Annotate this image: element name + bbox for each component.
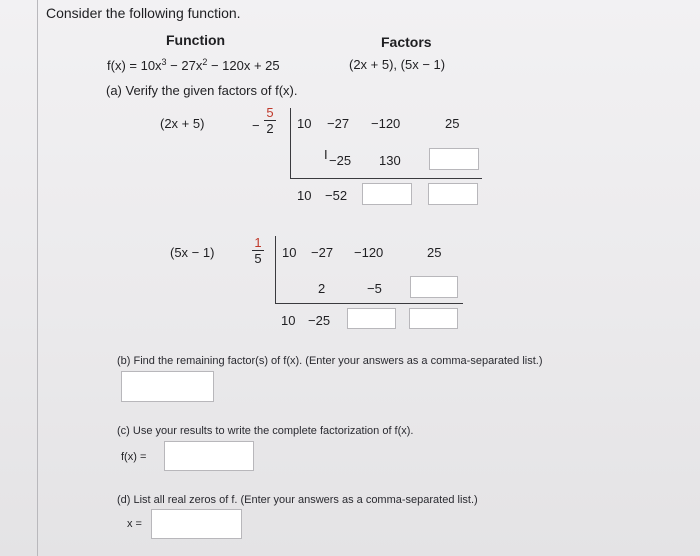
function-expr-prefix: f(x) = 10x — [107, 58, 162, 73]
div1-coef-4: 25 — [445, 116, 460, 131]
frame-border — [37, 0, 38, 556]
div2-vertical-bar — [275, 236, 276, 304]
div2-bottom-2: −25 — [308, 313, 331, 328]
div2-coef-1: 10 — [282, 245, 297, 260]
div2-row2-2: −5 — [367, 281, 382, 296]
part-d-label: (d) List all real zeros of f. (Enter your answers as a comma-separated list.) — [117, 494, 478, 506]
function-header: Function — [166, 32, 226, 48]
function-expression — [107, 57, 280, 73]
div2-root-numerator: 1 — [254, 235, 262, 250]
div1-coef-2: −27 — [327, 116, 350, 131]
div2-bottom-input-1[interactable] — [347, 308, 396, 329]
div1-vertical-bar — [290, 108, 291, 178]
div2-bottom-input-2[interactable] — [409, 308, 458, 329]
div2-row2-1: 2 — [318, 281, 326, 296]
factors-list: (2x + 5), (5x − 1) — [349, 57, 446, 72]
div2-root-denominator: 5 — [254, 251, 262, 266]
div1-root-sign: − — [252, 118, 260, 133]
div2-row2-input[interactable] — [410, 276, 458, 298]
part-a-label: (a) Verify the given factors of f(x). — [106, 83, 298, 98]
div2-coef-3: −120 — [354, 245, 384, 260]
div2-horizontal-bar — [275, 303, 463, 304]
part-c-prefix: f(x) = — [121, 451, 147, 463]
div1-bottom-1: 10 — [297, 188, 312, 203]
div1-root-fraction — [262, 106, 278, 135]
part-d-input[interactable] — [151, 509, 242, 539]
part-b-label: (b) Find the remaining factor(s) of f(x). (Enter your answers as a comma-separated list.) — [117, 355, 543, 367]
div1-bottom-input-1[interactable] — [362, 183, 412, 205]
div1-factor: (2x + 5) — [160, 116, 205, 131]
div1-bottom-input-2[interactable] — [428, 183, 478, 205]
div2-factor: (5x − 1) — [170, 245, 215, 260]
part-c-input[interactable] — [164, 441, 254, 471]
div1-row2-1: −25 — [329, 153, 352, 168]
part-d-prefix: x = — [127, 518, 142, 530]
function-expr-suffix: − 120x + 25 — [207, 58, 280, 73]
function-expr-mid: − 27x — [166, 58, 203, 73]
function-expr-exp2: 2 — [202, 57, 208, 67]
div1-row2-input[interactable] — [429, 148, 479, 170]
intro-text: Consider the following function. — [46, 5, 241, 21]
part-c-label: (c) Use your results to write the complete factorization of f(x). — [117, 425, 414, 437]
div2-coef-2: −27 — [311, 245, 334, 260]
part-b-input[interactable] — [121, 371, 214, 402]
div1-row2-2: 130 — [379, 153, 401, 168]
div1-bottom-2: −52 — [325, 188, 348, 203]
div1-horizontal-bar — [290, 178, 482, 179]
div1-root-denominator: 2 — [266, 121, 274, 136]
div1-coef-3: −120 — [371, 116, 401, 131]
function-expr-exp1: 3 — [161, 57, 167, 67]
text-cursor-icon: I — [324, 147, 328, 162]
div1-root-numerator: 5 — [266, 105, 274, 120]
div2-bottom-1: 10 — [281, 313, 296, 328]
factors-header: Factors — [381, 34, 432, 50]
div2-coef-4: 25 — [427, 245, 442, 260]
div1-coef-1: 10 — [297, 116, 312, 131]
div2-root-fraction — [250, 236, 266, 265]
